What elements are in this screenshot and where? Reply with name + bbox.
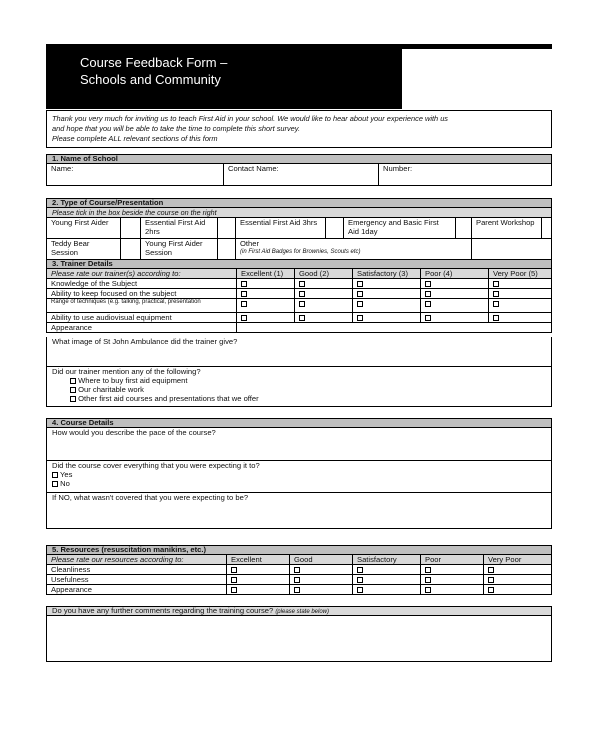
school-table [46, 163, 552, 186]
rating-checkbox[interactable] [488, 587, 494, 593]
school-name-field[interactable]: Name: [47, 164, 224, 186]
rating-checkbox[interactable] [493, 281, 499, 287]
rating-checkbox[interactable] [294, 567, 300, 573]
course-checkbox[interactable] [542, 218, 552, 239]
trainer-instruction: Please rate our trainer(s) according to: [47, 269, 237, 279]
rating-checkbox[interactable] [425, 567, 431, 573]
rating-checkbox[interactable] [357, 281, 363, 287]
rating-header-very-poor: Very Poor (5) [489, 269, 552, 279]
rating-checkbox[interactable] [231, 567, 237, 573]
course-young-first-aider-session: Young First Aider Session [141, 239, 218, 260]
section-4-heading: 4. Course Details [46, 418, 552, 428]
criteria-appearance: Appearance [47, 323, 237, 333]
rating-checkbox[interactable] [488, 577, 494, 583]
course-other-note: (in First Aid Badges for Brownies, Scouts etc) [240, 249, 361, 255]
course-checkbox[interactable] [218, 239, 236, 260]
mention-option-3[interactable] [52, 394, 551, 403]
res-header-good: Good [290, 555, 353, 565]
mention-option-2[interactable] [52, 385, 551, 394]
criteria-techniques: Range of techniques (e.g. talking, practical, presentation [47, 299, 237, 313]
course-other-field[interactable] [472, 239, 552, 260]
rating-checkbox[interactable] [425, 281, 431, 287]
rating-checkbox[interactable] [299, 315, 305, 321]
pace-question[interactable] [46, 428, 552, 461]
resources-instruction: Please rate our resources according to: [47, 555, 227, 565]
section-3-heading: 3. Trainer Details [46, 259, 552, 269]
section-5-heading: 5. Resources (resuscitation manikins, etc.) [46, 545, 552, 555]
rating-header-good: Good (2) [295, 269, 353, 279]
title-line-1: Course Feedback Form – [80, 55, 228, 70]
rating-header-excellent: Excellent (1) [237, 269, 295, 279]
rating-checkbox[interactable] [357, 301, 363, 307]
rating-checkbox[interactable] [493, 315, 499, 321]
trainer-rating-table [46, 268, 552, 333]
trainer-mention-block [46, 366, 552, 407]
trainer-mention-label: Did our trainer mention any of the following? [52, 367, 201, 376]
rating-checkbox[interactable] [425, 315, 431, 321]
yes-label: Yes [59, 470, 73, 479]
coverage-no[interactable] [52, 479, 551, 488]
section-1-heading: 1. Name of School [46, 154, 552, 164]
rating-checkbox[interactable] [241, 281, 247, 287]
rating-checkbox[interactable] [357, 587, 363, 593]
intro-line-1: Thank you very much for inviting us to teach First Aid in your school. We would like to hear about your experience with us [52, 114, 449, 123]
comments-field[interactable] [46, 616, 552, 662]
criteria-focus: Ability to keep focused on the subject [47, 289, 237, 299]
coverage-question [46, 461, 552, 493]
course-essential-3hrs: Essential First Aid 3hrs [236, 218, 326, 239]
rating-checkbox[interactable] [425, 587, 431, 593]
rating-checkbox[interactable] [493, 291, 499, 297]
course-checkbox[interactable] [456, 218, 472, 239]
intro-box [46, 110, 552, 148]
title-line-2: Schools and Community [80, 72, 221, 87]
res-cleanliness: Cleanliness [47, 565, 227, 575]
res-header-poor: Poor [421, 555, 484, 565]
no-label: No [60, 479, 70, 488]
course-checkbox[interactable] [326, 218, 344, 239]
course-essential-2hrs: Essential First Aid 2hrs [141, 218, 218, 239]
course-checkbox[interactable] [121, 239, 141, 260]
number-field[interactable]: Number: [379, 164, 552, 186]
not-covered-label: If NO, what wasn't covered that you were expecting to be? [52, 493, 249, 502]
rating-checkbox[interactable] [357, 567, 363, 573]
rating-checkbox[interactable] [425, 291, 431, 297]
res-usefulness: Usefulness [47, 575, 227, 585]
course-parent-workshop: Parent Workshop [472, 218, 542, 239]
res-header-excellent: Excellent [227, 555, 290, 565]
mention-option-1-label: Where to buy first aid equipment [78, 376, 188, 385]
contact-name-field[interactable]: Contact Name: [224, 164, 379, 186]
rating-checkbox[interactable] [357, 291, 363, 297]
coverage-yes[interactable] [52, 470, 551, 479]
course-teddy-bear: Teddy Bear Session [47, 239, 121, 260]
rating-checkbox[interactable] [299, 301, 305, 307]
rating-checkbox[interactable] [425, 301, 431, 307]
course-emergency-basic: Emergency and Basic First Aid 1day [344, 218, 456, 239]
rating-checkbox[interactable] [357, 315, 363, 321]
checkbox[interactable] [70, 387, 76, 393]
rating-checkbox[interactable] [241, 315, 247, 321]
checkbox[interactable] [52, 481, 58, 487]
trainer-image-label: What image of St John Ambulance did the trainer give? [52, 337, 238, 346]
criteria-knowledge: Knowledge of the Subject [47, 279, 237, 289]
rating-header-poor: Poor (4) [421, 269, 489, 279]
rating-checkbox[interactable] [231, 577, 237, 583]
mention-option-2-label: Our charitable work [78, 385, 144, 394]
pace-label: How would you describe the pace of the course? [52, 428, 216, 437]
mention-option-1[interactable] [52, 376, 551, 385]
rating-checkbox[interactable] [299, 291, 305, 297]
checkbox[interactable] [70, 396, 76, 402]
checkbox[interactable] [52, 472, 58, 478]
trainer-image-question[interactable] [46, 337, 552, 367]
rating-checkbox[interactable] [241, 301, 247, 307]
section-2-heading: 2. Type of Course/Presentation [46, 198, 552, 208]
course-type-table [46, 217, 552, 260]
title-banner [46, 44, 402, 109]
mention-option-3-label: Other first aid courses and presentations that we offer [78, 394, 259, 403]
comments-heading [46, 606, 552, 616]
resources-rating-table [46, 554, 552, 595]
rating-checkbox[interactable] [294, 577, 300, 583]
comments-question: Do you have any further comments regarding the training course? [52, 606, 274, 615]
rating-header-satisfactory: Satisfactory (3) [353, 269, 421, 279]
course-other-label: Other [240, 239, 259, 248]
rating-checkbox[interactable] [357, 577, 363, 583]
criteria-audiovisual: Ability to use audiovisual equipment [47, 313, 237, 323]
intro-line-2: and hope that you will be able to take the time to complete this short survey. [52, 124, 300, 133]
intro-line-3: Please complete ALL relevant sections of this form [52, 134, 218, 143]
rating-checkbox[interactable] [299, 281, 305, 287]
coverage-label: Did the course cover everything that you were expecting it to? [52, 461, 260, 470]
title-rule [402, 44, 552, 49]
course-young-first-aider: Young First Aider [47, 218, 121, 239]
res-header-satisfactory: Satisfactory [353, 555, 421, 565]
res-appearance: Appearance [47, 585, 227, 595]
rating-checkbox[interactable] [425, 577, 431, 583]
course-checkbox[interactable] [218, 218, 236, 239]
res-header-very-poor: Very Poor [484, 555, 552, 565]
rating-checkbox[interactable] [488, 567, 494, 573]
appearance-blank [237, 323, 552, 333]
course-checkbox[interactable] [121, 218, 141, 239]
rating-checkbox[interactable] [294, 587, 300, 593]
checkbox[interactable] [70, 378, 76, 384]
rating-checkbox[interactable] [231, 587, 237, 593]
course-other [236, 239, 472, 260]
rating-checkbox[interactable] [241, 291, 247, 297]
comments-note: (please state below) [275, 609, 330, 615]
not-covered-question[interactable] [46, 493, 552, 529]
rating-checkbox[interactable] [493, 301, 499, 307]
section-2-instruction: Please tick in the box beside the course on the right [46, 208, 552, 218]
